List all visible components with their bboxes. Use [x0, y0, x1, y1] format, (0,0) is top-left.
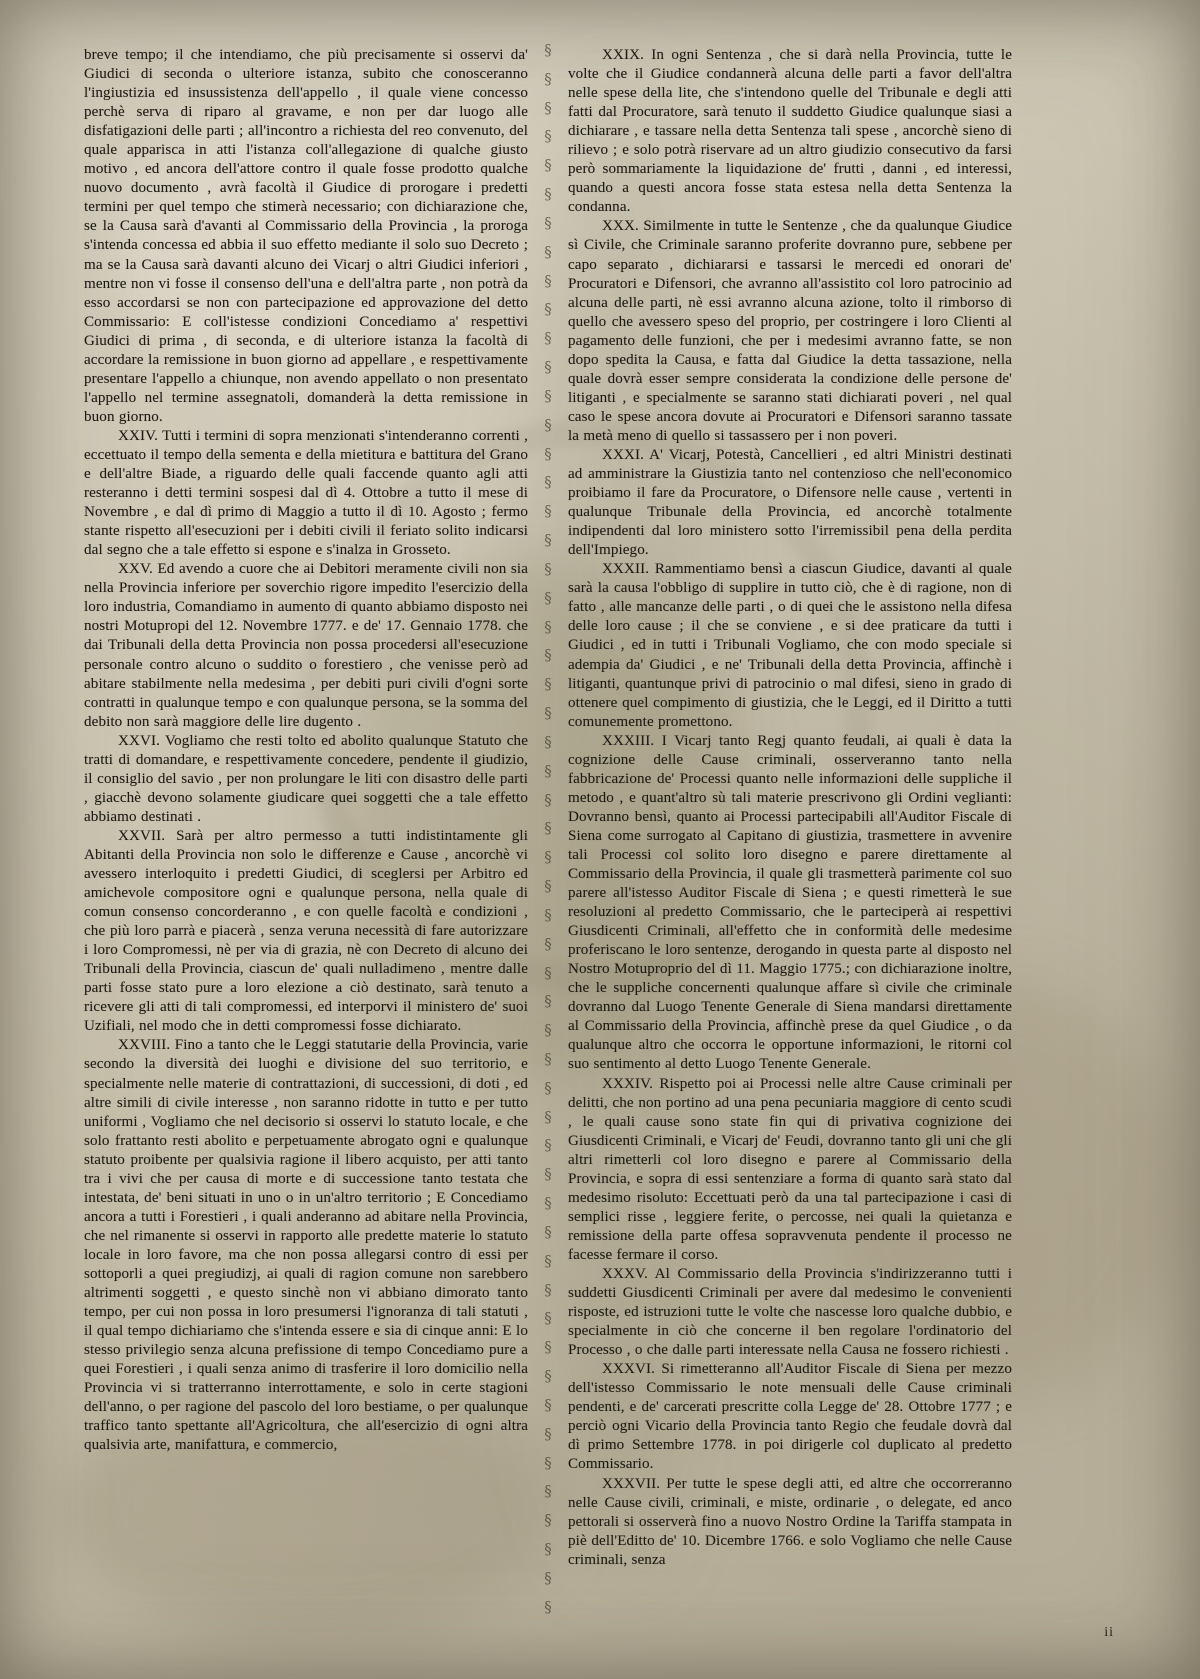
article-xxviii: XXVIII. Fino a tanto che le Leggi statutarie della Provincia, varie secondo la diversità dei luoghi e divisione del suo territorio, e specialmente nelle materie di contrattazioni, di successioni, di doti , ed altre simili di civile interesse , non saranno ridotte in tutto e per tutto uniformi , Vogliamo che nel decisorio si osservi lo statuto locale, e che solo frattanto resti abolito e perpetuamente abrogato ogni e qualunque statuto proibente per qualsivia ragione il libero acquisto, per atti tanto tra i vivi che per causa di morte e di successione tanto testata che intestata, de' beni situati in uno o in un'altro territorio ; E Concediamo ancora a tutti i Forestieri , i quali anderanno ad abitare nella Provincia, che nel rimanente si osservi in rapporto alle predette materie lo statuto locale in loro favore, ma che non possa allegarsi contro di essi per sottoporli a quei pregiudizj, ai quali di ragion comune non sarebbero altrimenti soggetti , e questo sinchè non vi abbiano dimorato tanto tempo, per cui non possa in loro presumersi l'ignoranza di tali statuti , il qual tempo dichiariamo che s'intenda essere e sia di cinque anni: E lo stesso privilegio senza alcuna prefissione di tempo Concediamo pure a quei Forestieri , i quali senza animo di trasferire il loro domicilio nella Provincia vi si tratterranno interrottamente, e solo in certe stagioni dell'anno, o per ragione del pascolo del loro bestiame, o per qualunque traffico tanto spettante all'Agricoltura, che all'esercizio di ogni altra qualsivia arte, manifattura, e commercio,	[84, 1037, 528, 1454]
article-xxxv: XXXV. Al Commissario della Provincia s'indirizzeranno tutti i suddetti Giusdicenti Criminali per avere dal medesimo le convenienti risposte, ed istruzioni tutte le volte che nascesse loro qualche dubbio, e specialmente in ciò che concerne il ben regolare l'ordinatorio del Processo , o che dalle parti interessate nella Causa ne fossero richiesti .	[568, 1266, 1012, 1359]
article-xxvi: XXVI. Vogliamo che resti tolto ed abolito qualunque Statuto che tratti di domandare, e respettivamente concedere, pendente il giudizio, il consiglio del savio , per non prolungare le liti con disastro delle parti , giacchè devono solamente giudicare quei soggetti che a tale effetto abbiamo destinati .	[84, 732, 528, 825]
article-xxxi: XXXI. A' Vicarj, Potestà, Cancellieri , ed altri Ministri destinati ad amministrare la Giustizia tanto nel contenzioso che nell'economico proibiamo il fare da Procuratore, o Difensore nelle cause , vertenti in qualunque Tribunale della Provincia, ed ancorchè totalmente indipendenti dal loro ministero sotto l'irremissibil pena della perdita dell'Impiego.	[568, 446, 1012, 559]
article-xxxvii: XXXVII. Per tutte le spese degli atti, ed altre che occorreranno nelle Cause civili, criminali, e miste, ordinarie , o delegate, ed anco pettorali si osserverà fino a nuovo Nostro Ordine la Tariffa stampata in piè dell'Editto de' 10. Dicembre 1766. e solo Vogliamo che nelle Cause criminali, senza	[568, 1475, 1012, 1568]
article-xxvii: XXVII. Sarà per altro permesso a tutti indistintamente gli Abitanti della Provincia non solo le differenze e Cause , ancorchè vi avessero interloquito i predetti Giudici, di sceglersi per Arbitro ed amichevole compositore ogni e qualunque persona, nella quale di comun consenso concorderanno , e con quelle facoltà e condizioni , che più loro parrà e piacerà , senza veruna necessità di fare autorizzare i loro Compromessi, nè per via di grazia, nè con Decreto di alcuno dei Tribunali della Provincia, ciascun de' quali nulladimeno , mentre dalle parti fosse stato pure a loro elezione a ciò destinato, sarà tenuto a ricevere gli atti di tali compromessi, ed interporvi il ministero de' suoi Uzifiali, nel modo che in detti compromessi fosse dichiarato.	[84, 827, 528, 1035]
article-xxx: XXX. Similmente in tutte le Sentenze , che da qualunque Giudice sì Civile, che Criminale saranno proferite dovranno pure, sebbene per capo separato , dichiararsi e tassarsi le mercedi ed onorari de' Procuratori e Difensori, che avranno all'assistito col loro patrocinio ad alcuna delle parti, nè essi avranno alcuna azione, tolto il rimborso di quello che avessero speso del proprio, per costringere i loro Clienti al pagamento delle funzioni, che per i medesimi avranno fatte, se non dopo spedita la Causa, e fatta dal Giudice la detta tassazione, nella quale dovrà esser sempre considerata la condizione delle persone de' litiganti , e specialmente se saranno stati dichiarati poveri , nel qual caso le spese ancora dovute ai Procuratori e Difensori saranno tassate la metà meno di quello si tassassero per i non poveri.	[568, 218, 1012, 444]
article-xxxiv: XXXIV. Rispetto poi ai Processi nelle altre Cause criminali per delitti, che non portino ad una pena pecuniaria maggiore di cento scudi , le quali cause sono state fin qui di privativa cognizione dei Giusdicenti Criminali, e Vicarj de' Feudi, dovranno tanto gli uni che gli altri rimetterli col loro disegno e parere al Commissario della Provincia, e sopra di essi sentenziare a forma di quanto sarà stato dal medesimo risoluto: Eccettuati però da una tal partecipazione i casi di semplici risse , leggiere ferite, o percosse, nei quali la quietanza e remissione della parte offesa sopravvenuta pendente il processo ne facesse fermare il corso.	[568, 1075, 1012, 1263]
article-xxxvi: XXXVI. Si rimetteranno all'Auditor Fiscale di Siena per mezzo dell'istesso Commissario le note mensuali delle Cause criminali pendenti, e de' carcerati prescritte colla Legge de' 28. Ottobre 1777 ; e perciò ogni Vicario della Provincia tanto Regio che feudale dovrà dal dì primo Settembre 1778. in poi dirigerle col duplicato al predetto Commissario.	[568, 1361, 1012, 1473]
article-xxiv: XXIV. Tutti i termini di sopra menzionati s'intenderanno correnti , eccettuato il tempo della sementa e della mietitura e battitura del Grano e dell'altre Biade, a riguardo delle quali faccende quanto agli atti resteranno i detti termini sospesi dal dì 4. Ottobre a tutto il mese di Novembre , e dal dì primo di Maggio a tutto il dì 10. Agosto ; fermo stante rispetto all'esecuzioni per i debiti civili il feriato solito indicarsi dal segno che a tale effetto si espone e s'inalza in Grosseto.	[84, 427, 528, 559]
article-xxix: XXIX. In ogni Sentenza , che si darà nella Provincia, tutte le volte che il Giudice condannerà alcuna delle parti a favor dell'altra nelle spese della lite, che s'intendono quelle del Tribunale e degli atti fatti dal Procuratore, sarà tenuto il suddetto Giudice qualunque siasi a dichiarare , e tassare nella detta Sentenza tali spese , ancorchè sieno di rilievo ; e solo potrà riservare ad un altro giudizio consecutivo da farsi però sommariamente la liquidazione de' frutti , danni , ed interessi, quando a questi ancora fosse stata estesa nella detta Sentenza la condanna.	[568, 47, 1012, 216]
column-divider-ornament: § § § § § § § § § § § § § § § § § § § § § § § § § § § § § § § § § § § § § § § § § § § § § § § § § § § § § § §	[544, 41, 552, 1616]
left-text-column	[84, 46, 528, 1455]
article-xxv: XXV. Ed avendo a cuore che ai Debitori meramente civili non sia nella Provincia inferiore per soverchio rigore impedito l'esercizio della loro industria, Comandiamo in aumento di quanto abbiamo disposto nei nostri Motupropi del 12. Novembre 1777. e de' 17. Gennaio 1778. che dai Tribunali della detta Provincia non possa procedersi all'esecuzione personale contro alcuno o suddito o forestiero , che venisse però ad abitare stabilmente nella medesima , per debiti puri civili d'ogni sorte contratti in qualunque tempo e con qualunque persona, se la somma del debito non sarà maggiore delle lire dugento .	[84, 561, 528, 730]
article-xxxiii: XXXIII. I Vicarj tanto Regj quanto feudali, ai quali è data la cognizione delle Cause criminali, osserveranno tanto nella fabbricazione de' Processi quanto nelle informazioni delle suppliche il metodo , e quant'altro sù tali materie prescrivono gli Ordini veglianti: Dovranno bensì, quanto ai Processi partecipabili all'Auditor Fiscale di Siena come surrogato al Capitano di giustizia, trasmettere in avvenire tali Processi col solito loro disegno e parere direttamente al Commissario della Provincia, il quale gli trasmetterà parimente col suo parere all'istesso Auditor Fiscale di Siena ; e questi rimetterà le sue resoluzioni al predetto Commissario, che le parteciperà ai respettivi Giusdicenti Criminali, all'effetto che in conformità delle medesime proferiscano le loro sentenze, derogando in questa parte al disposto nel Nostro Motuproprio del dì 11. Maggio 1775.; con dichiarazione inoltre, che le suppliche concernenti qualunque affare sì civile che criminale dovranno dal Luogo Tenente Generale di Siena mandarsi direttamente al Commissario della Provincia, affinchè prese da quel Giudice , o da qualunque altro che occorra le opportune informazioni, le ritorni col suo sentimento al detto Luogo Tenente Generale.	[568, 732, 1012, 1073]
paragraph-continuation: breve tempo; il che intendiamo, che più precisamente si osservi da' Giudici di seconda o ulteriore istanza, subito che conosceranno l'ingiustizia ed insussistenza dell'appello , il quale viene concesso perchè serva di riparo al gravame, e non per dar luogo alle disfatigazioni delle parti ; all'incontro a richiesta del reo convenuto, del quale apparisca in atti l'istanza coll'allegazione di qualche giusto motivo , ed ancora dell'attore contro il quale fosse prodotto qualche nuovo documento , avrà facoltà il Giudice di prorogare i predetti termini per quel tempo che stimerà necessario; con dichiarazione che, se la Causa sarà d'avanti al Commissario della Provincia , la proroga s'intenda concessa ed abbia il suo effetto mediante il solo suo Decreto ; ma se la Causa sarà davanti alcuno dei Vicarj o altri Giudici inferiori , mentre non vi fosse il consenso dell'una e dell'altra parte , non potrà da esso accordarsi se non con partecipazione ed approvazione del detto Commissario: E coll'istesse condizioni Concediamo a' respettivi Giudici di prima , di seconda, e di ulteriore istanza la facoltà di accordare la remissione in buon giorno ad appellare , e respettivamente presentare l'appello a chiunque, non avendo appellato o non presentato l'appello nel termine assegnatoli, domanderà la detta remissione in buon giorno.	[84, 47, 528, 425]
folio-signature: ii	[1104, 1625, 1114, 1640]
article-xxxii: XXXII. Rammentiamo bensì a ciascun Giudice, davanti al quale sarà la causa l'obbligo di supplire in tutto ciò, che è di ragione, non di fatto , alle mancanze delle parti , o di quei che le assistono nella difesa delle loro cause ; il che se conviene , e si dee praticare da tutti i Giudici , ed in tutti i Tribunali Vogliamo, che con modo speciale si adempia da' Giudici , e ne' Tribunali della detta Provincia, affinchè i litiganti, quantunque privi di patrocinio o mal difesi, sieno in grado di ottenere quel compimento di giustizia, che le Leggi, ed il Diritto a tutti comunemente promettono.	[568, 561, 1012, 730]
right-text-column	[568, 46, 1012, 1570]
